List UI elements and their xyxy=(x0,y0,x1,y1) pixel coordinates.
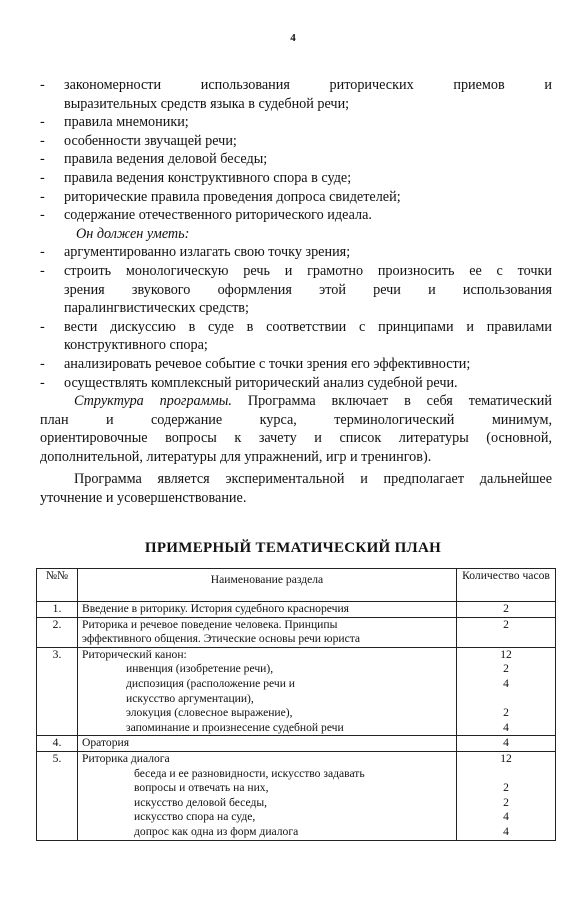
hours-value: 2 xyxy=(503,662,509,676)
knowledge-list xyxy=(40,76,552,225)
plan-title: ПРИМЕРНЫЙ ТЕМАТИЧЕСКИЙ ПЛАН xyxy=(144,540,442,556)
table-row xyxy=(37,617,556,647)
list-item: - правила мнемоники; xyxy=(40,114,189,131)
section-line: диспозиция (расположение речи и xyxy=(126,676,296,690)
hours xyxy=(457,647,556,736)
hours-value: 2 xyxy=(503,795,509,809)
section-line: Введение в риторику. История судебного красноречия xyxy=(82,602,349,615)
section-line: беседа и ее разновидности, искусство задавать xyxy=(134,766,365,780)
bullet-dash: - xyxy=(40,114,45,131)
list-item: - риторические правила проведения допроса свидетелей; xyxy=(40,188,401,205)
bullet-dash: - xyxy=(40,318,45,335)
table-row xyxy=(37,647,556,736)
hours-value: 12 xyxy=(500,751,512,765)
thematic-plan-table xyxy=(36,568,556,841)
hours-value xyxy=(461,767,551,782)
hours-value: 2 xyxy=(503,617,509,631)
section-name xyxy=(78,751,457,840)
bullet-dash: - xyxy=(40,132,45,149)
table-row xyxy=(37,602,556,618)
hours xyxy=(457,617,556,647)
table-row xyxy=(37,751,556,840)
header-hours: Количество часов xyxy=(457,569,556,602)
hours xyxy=(457,602,556,618)
bullet-dash: - xyxy=(40,262,45,279)
hours-value: 12 xyxy=(500,647,512,661)
list-item: зрения звукового оформления этой речи и использования xyxy=(64,281,552,298)
hours xyxy=(457,736,556,752)
table-row xyxy=(37,736,556,752)
page-number: 4 xyxy=(290,32,296,44)
section-line: Риторический канон: xyxy=(82,647,187,661)
header-name: Наименование раздела xyxy=(78,569,457,602)
bullet-dash: - xyxy=(40,374,45,391)
list-item: - правила ведения деловой беседы; xyxy=(40,151,268,168)
list-item: - особенности звучащей речи; xyxy=(40,132,237,149)
bullet-dash: - xyxy=(40,207,45,224)
subheading: Он должен уметь: xyxy=(76,225,190,242)
row-number: 5. xyxy=(37,751,78,840)
hours xyxy=(457,751,556,840)
section-name xyxy=(78,617,457,647)
bullet-dash: - xyxy=(40,151,45,168)
structure-label: Структура программы. xyxy=(74,393,232,410)
paragraph-structure: Структура программы. Программа включает в себя тематический план и содержание курса, терминологический минимум, ориентировочные вопросы к зачету и список литературы (основной, дополнительной, литературы для упражнений, игр и тренингов). xyxy=(40,393,552,465)
section-name xyxy=(78,602,457,618)
bullet-dash: - xyxy=(40,77,45,93)
header-num: №№ xyxy=(37,569,78,602)
list-item: паралингвистических средств; xyxy=(64,300,249,317)
body-text xyxy=(40,76,552,508)
section-name xyxy=(78,736,457,752)
section-line: искусство спора на суде, xyxy=(134,810,256,824)
list-item: - содержание отечественного риторического идеала. xyxy=(40,207,372,224)
paragraph-experimental: Программа является экспериментальной и предполагает дальнейшее уточнение и усовершенствование. xyxy=(40,471,552,507)
section-line: искусство деловой беседы, xyxy=(134,795,268,809)
hours-value xyxy=(461,632,551,647)
list-item: - анализировать речевое событие с точки зрения его эффективности; xyxy=(40,355,471,372)
section-name xyxy=(78,647,457,736)
row-number: 2. xyxy=(37,617,78,647)
section-line: искусство аргументации), xyxy=(126,691,254,705)
section-line: эффективного общения. Этические основы речи юриста xyxy=(82,632,361,646)
hours-value xyxy=(461,692,551,707)
hours-value: 4 xyxy=(503,736,509,750)
section-line: элокуция (словесное выражение), xyxy=(126,706,293,720)
list-item: - правила ведения конструктивного спора в суде; xyxy=(40,169,352,186)
section-line: Оратория xyxy=(82,736,130,750)
hours-value: 4 xyxy=(503,676,509,690)
row-number: 4. xyxy=(37,736,78,752)
hours-value: 2 xyxy=(503,602,509,615)
table-header-row xyxy=(37,569,556,602)
list-item: конструктивного спора; xyxy=(64,337,208,354)
list-item: - осуществлять комплексный риторический анализ судебной речи. xyxy=(40,374,458,391)
bullet-dash: - xyxy=(40,244,45,261)
hours-value: 2 xyxy=(503,781,509,795)
section-line: запоминание и произнесение судебной речи xyxy=(126,720,344,734)
list-item: - строить монологическую речь и грамотно произносить ее с точки xyxy=(40,262,552,279)
section-line: Риторика и речевое поведение человека. Принципы xyxy=(82,617,338,631)
hours-value: 4 xyxy=(503,720,509,734)
list-item: - закономерности использования риторических приемов и xyxy=(40,77,552,93)
row-number: 1. xyxy=(37,602,78,618)
bullet-dash: - xyxy=(40,169,45,186)
skills-list xyxy=(40,243,552,392)
bullet-dash: - xyxy=(40,188,45,205)
hours-value: 4 xyxy=(503,810,509,824)
hours-value: 4 xyxy=(503,824,509,838)
section-line: допрос как одна из форм диалога xyxy=(134,824,299,838)
list-item: выразительных средств языка в судебной речи; xyxy=(64,95,350,112)
section-line: вопросы и отвечать на них, xyxy=(134,781,269,795)
section-line: инвенция (изобретение речи), xyxy=(126,662,274,676)
row-number: 3. xyxy=(37,647,78,736)
bullet-dash: - xyxy=(40,355,45,372)
section-line: Риторика диалога xyxy=(82,751,170,765)
hours-value: 2 xyxy=(503,706,509,720)
list-item: - вести дискуссию в суде в соответствии с принципами и правилами xyxy=(40,318,552,335)
list-item: - аргументированно излагать свою точку зрения; xyxy=(40,244,351,261)
